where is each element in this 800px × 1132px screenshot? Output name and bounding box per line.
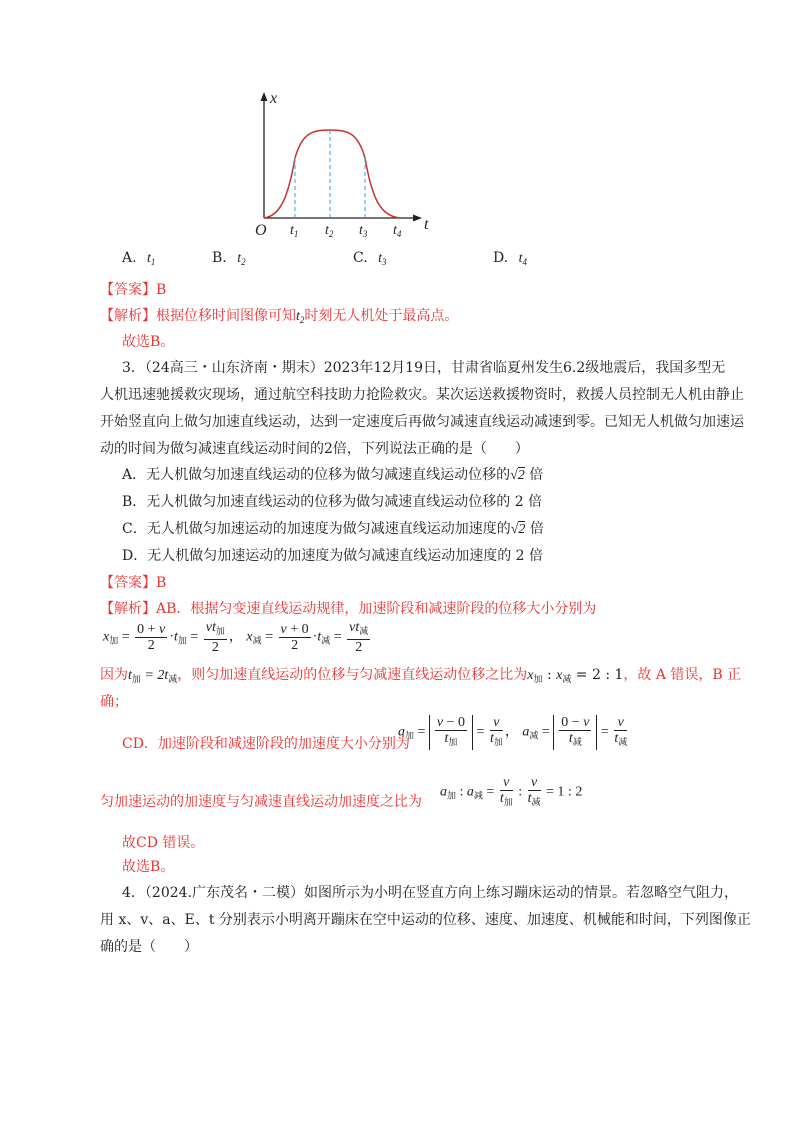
q2-analysis-text-b: 时刻无人机处于最高点。 <box>304 308 459 324</box>
q3-conclusion: 故选B。 <box>122 859 175 875</box>
q3-answer: 【答案】B <box>100 575 167 591</box>
q3-option-a <box>122 464 543 487</box>
y-axis-label: x <box>270 90 278 107</box>
q3-option-c-text: C．无人机做匀加速运动的加速度为做匀减速直线运动加速度的 <box>122 521 511 537</box>
displacement-equations: $x_加$ = $\frac{0 + v}{2}$ $\cdot t_加$ = $\frac{vt_加}{2}$ ， $x_减$ = $\frac{v + 0}{2}$ $\cdot t_减$ = $\frac{vt_减}{2}$ <box>103 620 369 655</box>
q2-option-c-letter: C. <box>353 250 368 266</box>
acceleration-ratio: $a_加$ : $a_减$ = $\frac{v}{t_加}$ : $\frac{v}{t_减}$ = 1 : 2 <box>440 775 583 807</box>
q2-option-d <box>493 250 527 267</box>
tick-t1: $t_1$ <box>290 223 299 239</box>
q3-stem-line-1: 3．（24高三・山东济南・期末）2023年12月19日，甘肃省临夏州发生6.2级地震后，我国多型无 <box>122 360 726 376</box>
q3-stem-line-4: 动的时间为做匀减速直线运动时间的2倍，下列说法正确的是（ ） <box>100 441 529 457</box>
position-time-graph <box>240 88 430 248</box>
q3-option-d: D．无人机做匀加速运动的加速度为做匀减速直线运动加速度的 2 倍 <box>122 548 544 564</box>
sqrt-icon: √2 <box>510 522 526 537</box>
q3-acc-ratio-line: 匀加速运动的加速度与匀减速直线运动加速度之比为 <box>100 794 422 810</box>
sqrt-icon: √2 <box>510 468 525 483</box>
q3-stem-line-2: 人机迅速驰援救灾现场，通过航空科技助力抢险救灾。某次运送救援物资时，救援人员控制无人机由静止 <box>100 387 744 403</box>
q2-option-a-value: $t_1$ <box>147 251 156 267</box>
ratio-text: ，则匀加速直线运动的位移与匀减速直线运动位移之比为 <box>177 667 528 683</box>
q3-option-c <box>122 518 544 541</box>
q3-analysis-tag: 【解析】 <box>100 601 156 617</box>
x-axis-label: t <box>424 216 429 233</box>
q2-analysis-t2: $t_2$ <box>296 309 305 325</box>
q2-option-d-letter: D. <box>493 250 509 266</box>
y-axis <box>261 92 268 218</box>
q4-stem-line-3: 确的是（ ） <box>100 939 198 955</box>
q3-option-a-times: 倍 <box>529 467 544 483</box>
q3-because-line: 因为$t_加 = 2t_减$，则匀加速直线运动的位移与匀减速直线运动位移之比为$x_加$ : $x_减 = 2$ : 1，故 A 错误，B 正 <box>100 667 742 685</box>
q3-cd-wrong: 故CD 错误。 <box>122 835 205 851</box>
q3-analysis-text: AB．根据匀变速直线运动规律，加速阶段和减速阶段的位移大小分别为 <box>156 601 597 617</box>
wrong-a-text: ，故 A 错误，B 正 <box>623 667 742 683</box>
q2-option-a-letter: A. <box>122 250 137 266</box>
q3-stem-line-3: 开始竖直向上做匀加速直线运动，达到一定速度后再做匀减速直线运动减速到零。已知无人机做匀加速运 <box>100 414 744 430</box>
q2-analysis-tag: 【解析】 <box>100 308 156 324</box>
tick-t4: $t_4$ <box>393 223 402 239</box>
q3-correct-end: 确； <box>100 694 128 710</box>
q2-analysis <box>100 305 458 331</box>
q3-option-b: B．无人机做匀加速直线运动的位移为做匀减速直线运动位移的 2 倍 <box>122 494 543 510</box>
q2-option-c-value: $t_3$ <box>378 251 387 267</box>
q3-option-c-times: 倍 <box>529 521 544 537</box>
q3-analysis-1 <box>100 598 596 620</box>
q2-option-d-value: $t_4$ <box>518 251 528 267</box>
q2-conclusion: 故选B。 <box>122 334 175 350</box>
q2-answer: 【答案】B <box>100 282 167 298</box>
tick-t3: $t_3$ <box>359 223 368 239</box>
q4-stem-line-1: 4．（2024.广东茂名・二模）如图所示为小明在竖直方向上练习蹦床运动的情景。若忽略空气阻力， <box>122 885 738 901</box>
q2-option-c <box>353 250 387 267</box>
q2-option-b-letter: B. <box>212 250 227 266</box>
q3-cd-line: CD．加速阶段和减速阶段的加速度大小分别为 <box>122 736 410 752</box>
q2-option-b-value: $t_2$ <box>237 251 246 267</box>
because-text: 因为 <box>100 667 128 683</box>
acceleration-equations: $a_加$ = $\frac{v - 0}{t_加}$ = $\frac{v}{t_加}$ ， $a_减$ = $\frac{0 - v}{t_减}$ = $\frac{v}{t_减}$ <box>398 715 629 750</box>
q2-option-a <box>122 250 155 267</box>
q2-analysis-text-a: 根据位移时间图像可知 <box>156 308 296 324</box>
q2-option-b <box>212 250 246 267</box>
q4-stem-line-2: 用 x、v、a、E、t 分别表示小明离开蹦床在空中运动的位移、速度、加速度、机械能和时间，下列图像正 <box>100 912 751 928</box>
q3-option-a-text: A．无人机做匀加速直线运动的位移为做匀减速直线运动位移的 <box>122 467 511 483</box>
origin-label: O <box>255 222 267 239</box>
x-t-curve <box>264 130 400 218</box>
tick-t2: $t_2$ <box>325 223 334 239</box>
